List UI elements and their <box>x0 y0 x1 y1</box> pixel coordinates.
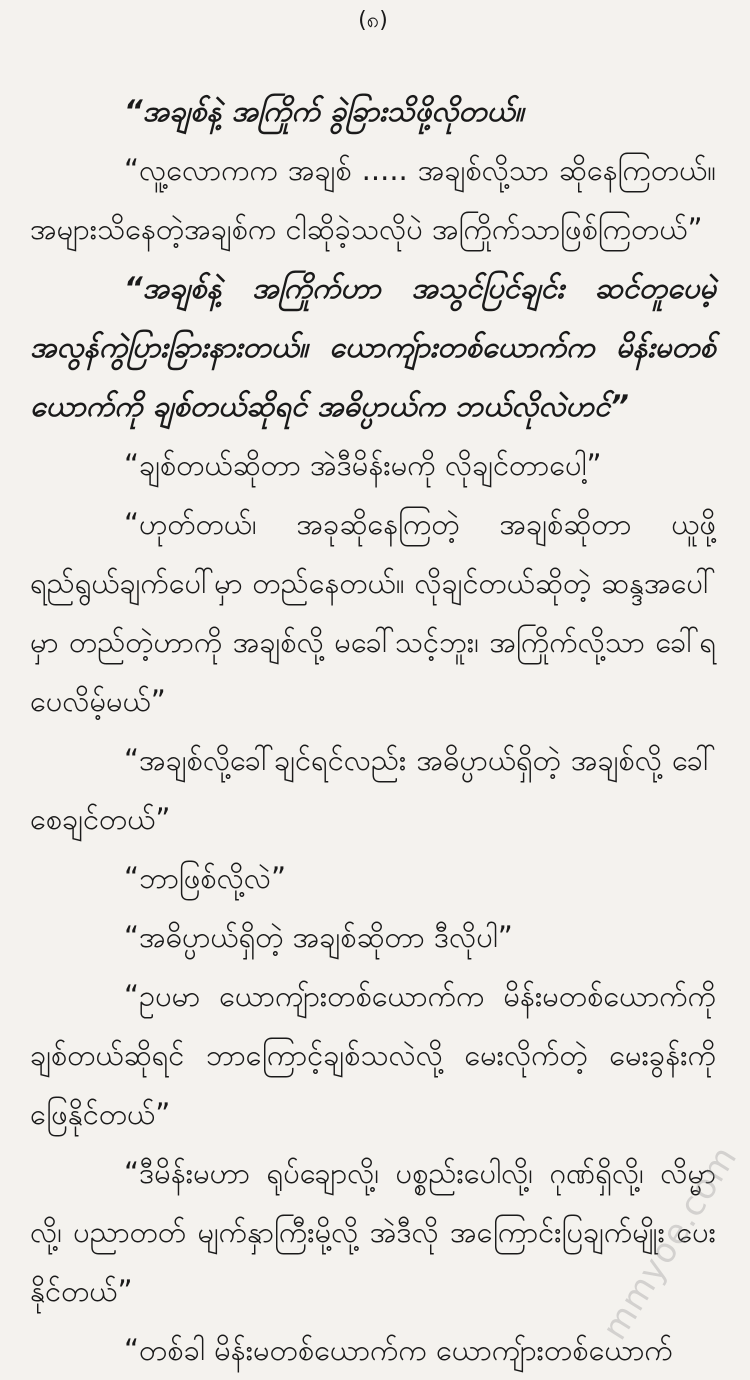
paragraph: “လူ့လောကက အချစ် ..... အချစ်လို့သာ ဆိုနေကြတယ်။ အများသိနေတဲ့အချစ်က ငါဆိုခဲ့သလိုပဲ အကြိုက်သာဖြစ်ကြတယ်” <box>30 153 716 246</box>
watermark: mmyoe.com <box>595 1138 746 1348</box>
paragraph: “အချစ်နဲ့ အကြိုက်ဟာ အသွင်ပြင်ချင်း ဆင်တူပေမဲ့ အလွန်ကွဲပြားခြားနားတယ်။ ယောကျ်ားတစ်ယောက်က မိန်းမတစ်ယောက်ကို ချစ်တယ်ဆိုရင် အဓိပ္ပာယ်က ဘယ်လိုလဲဟင်” <box>30 271 716 423</box>
paragraph: “တစ်ခါ မိန်းမတစ်ယောက်က ယောကျ်ားတစ်ယောက် <box>124 1333 673 1367</box>
page-number: (၈) <box>358 8 388 33</box>
paragraph: “ဘာဖြစ်လို့လဲ” <box>124 861 287 895</box>
paragraph: “အဓိပ္ပာယ်ရှိတဲ့ အချစ်ဆိုတာ ဒီလိုပါ” <box>124 920 513 954</box>
paragraph: “အချစ်လို့ခေါ်ချင်ရင်လည်း အဓိပ္ပာယ်ရှိတဲ့ အချစ်လို့ ခေါ်စေချင်တယ်” <box>30 743 716 836</box>
paragraph: “ဟုတ်တယ်၊ အခုဆိုနေကြတဲ့ အချစ်ဆိုတာ ယူဖို့ ရည်ရွယ်ချက်ပေါ်မှာ တည်နေတယ်။ လိုချင်တယ်ဆိုတဲ့ ဆန္ဒအပေါ်မှာ တည်တဲ့ဟာကို အချစ်လို့ မခေါ်သင့်ဘူး၊ အကြိုက်လို့သာ ခေါ်ရပေလိမ့်မယ်” <box>30 507 716 718</box>
body-text <box>30 82 716 1380</box>
paragraph: “ချစ်တယ်ဆိုတာ အဲဒီမိန်းမကို လိုချင်တာပေါ့” <box>124 448 602 482</box>
paragraph: “အချစ်နဲ့ အကြိုက် ခွဲခြားသိဖို့လိုတယ်။ <box>124 94 524 128</box>
paragraph: “ဒီမိန်းမဟာ ရုပ်ချောလို့၊ ပစ္စည်းပေါလို့၊ ဂုဏ်ရှိလို့၊ လိမ္မာလို့၊ ပညာတတ် မျက်နှာကြီးမို့လို့ အဲဒီလို အကြောင်းပြချက်မျိုး ပေးနိုင်တယ်” <box>30 1156 716 1308</box>
paragraph: “ဥပမာ ယောကျ်ားတစ်ယောက်က မိန်းမတစ်ယောက်ကို ချစ်တယ်ဆိုရင် ဘာကြောင့်ချစ်သလဲလို့ မေးလိုက်တဲ့ မေးခွန်းကို ဖြေနိုင်တယ်” <box>30 979 716 1131</box>
